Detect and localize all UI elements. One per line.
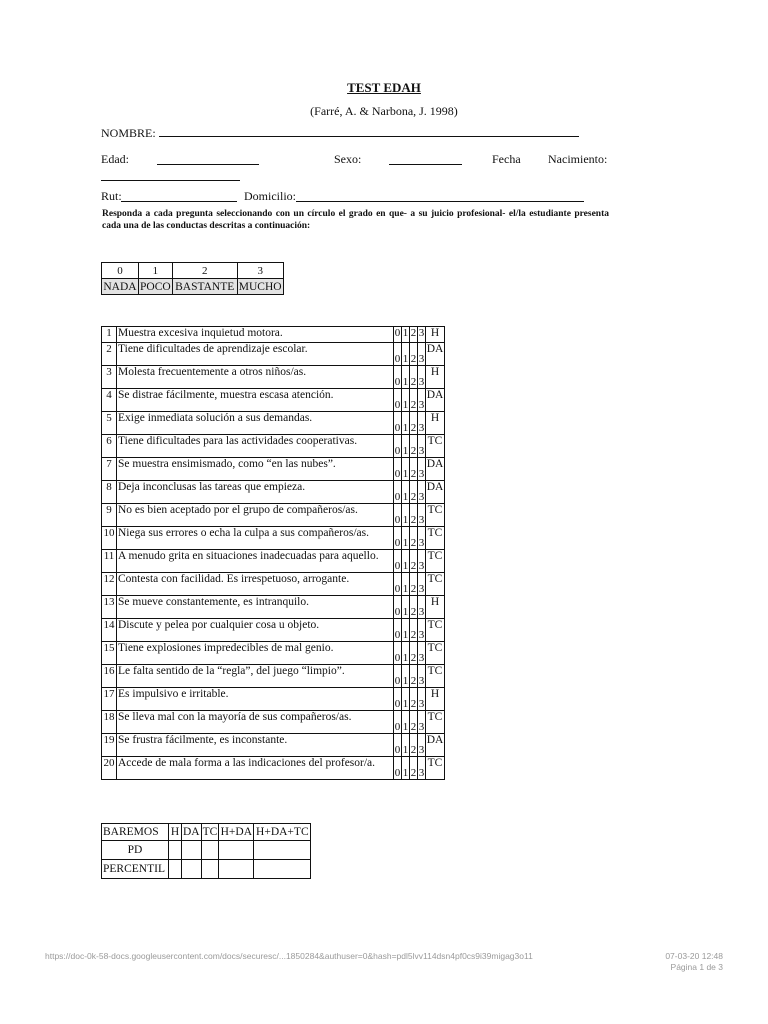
item-number: 17 <box>102 688 117 711</box>
item-text: Se mueve constantemente, es intranquilo. <box>117 596 394 619</box>
item-category: TC <box>426 573 445 596</box>
baremos-cell[interactable] <box>169 860 182 879</box>
baremos-header-cell: TC <box>201 824 219 841</box>
scale-value: 0 <box>102 263 139 279</box>
item-number: 6 <box>102 435 117 458</box>
rating-option-1[interactable]: 1 <box>402 504 410 527</box>
rating-option-1[interactable]: 1 <box>402 688 410 711</box>
rating-option-0[interactable]: 0 <box>394 527 402 550</box>
rating-option-2[interactable]: 2 <box>410 435 418 458</box>
rating-option-2[interactable]: 2 <box>410 550 418 573</box>
item-category: TC <box>426 619 445 642</box>
nacimiento-label: Nacimiento: <box>548 152 608 166</box>
item-number: 20 <box>102 757 117 780</box>
item-row <box>102 435 445 458</box>
rating-option-3[interactable]: 3 <box>418 596 426 619</box>
rating-option-3[interactable]: 3 <box>418 688 426 711</box>
rating-option-3[interactable]: 3 <box>418 711 426 734</box>
rating-option-3[interactable]: 3 <box>418 458 426 481</box>
item-number: 3 <box>102 366 117 389</box>
item-number: 12 <box>102 573 117 596</box>
rating-option-0[interactable]: 0 <box>394 327 402 343</box>
baremos-header-cell: H+DA+TC <box>254 824 311 841</box>
footer-page-number: Página 1 de 3 <box>670 962 723 972</box>
rating-option-1[interactable]: 1 <box>402 550 410 573</box>
scale-value: 3 <box>237 263 283 279</box>
baremos-percentil-row <box>102 860 311 879</box>
rating-option-2[interactable]: 2 <box>410 573 418 596</box>
scale-label: POCO <box>140 280 171 293</box>
item-row <box>102 619 445 642</box>
rating-option-0[interactable]: 0 <box>394 573 402 596</box>
rating-option-0[interactable]: 0 <box>394 665 402 688</box>
baremos-header-cell: H+DA <box>219 824 254 841</box>
item-category: H <box>426 327 445 343</box>
item-row <box>102 527 445 550</box>
baremos-cell[interactable] <box>182 841 202 860</box>
fecha-label: Fecha <box>492 152 521 166</box>
rating-option-0[interactable]: 0 <box>394 458 402 481</box>
rating-option-1[interactable]: 1 <box>402 366 410 389</box>
sexo-label: Sexo: <box>334 152 362 166</box>
document-title: TEST EDAH <box>347 80 421 95</box>
item-row <box>102 665 445 688</box>
item-row <box>102 458 445 481</box>
instructions-text: Responda a cada pregunta seleccionando con un círculo el grado en que- a su juicio profesional- el/la estudiante presenta cada una de las conductas descritas a continuación: <box>102 209 609 231</box>
rating-option-0[interactable]: 0 <box>394 504 402 527</box>
item-number: 15 <box>102 642 117 665</box>
rating-option-2[interactable]: 2 <box>410 366 418 389</box>
rating-option-1[interactable]: 1 <box>402 665 410 688</box>
rating-option-1[interactable]: 1 <box>402 711 410 734</box>
item-number: 9 <box>102 504 117 527</box>
rating-option-3[interactable]: 3 <box>418 343 426 366</box>
baremos-cell[interactable] <box>219 860 254 879</box>
item-number: 19 <box>102 734 117 757</box>
item-category: TC <box>426 527 445 550</box>
baremos-row-label: PERCENTIL <box>102 860 169 879</box>
item-category: H <box>426 412 445 435</box>
item-category: TC <box>426 642 445 665</box>
questionnaire-table <box>101 326 445 780</box>
rating-option-0[interactable]: 0 <box>394 343 402 366</box>
item-number: 11 <box>102 550 117 573</box>
item-number: 1 <box>102 327 117 343</box>
item-row <box>102 327 445 343</box>
rating-option-2[interactable]: 2 <box>410 642 418 665</box>
baremos-cell[interactable] <box>254 841 311 860</box>
rating-option-2[interactable]: 2 <box>410 619 418 642</box>
item-number: 14 <box>102 619 117 642</box>
item-text: Tiene dificultades de aprendizaje escolar. <box>117 343 394 366</box>
rating-option-2[interactable]: 2 <box>410 665 418 688</box>
item-row <box>102 711 445 734</box>
item-category: H <box>426 688 445 711</box>
baremos-cell[interactable] <box>254 860 311 879</box>
baremos-cell[interactable] <box>219 841 254 860</box>
baremos-row-label: PD <box>102 841 169 860</box>
rating-option-2[interactable]: 2 <box>410 389 418 412</box>
rating-option-1[interactable]: 1 <box>402 389 410 412</box>
rut-label: Rut: <box>101 189 122 203</box>
rating-option-1[interactable]: 1 <box>402 327 410 343</box>
rating-option-0[interactable]: 0 <box>394 734 402 757</box>
sexo-line <box>389 153 462 165</box>
item-number: 2 <box>102 343 117 366</box>
baremos-header-cell: H <box>169 824 182 841</box>
item-row <box>102 688 445 711</box>
rating-option-1[interactable]: 1 <box>402 757 410 780</box>
rating-option-1[interactable]: 1 <box>402 527 410 550</box>
item-text: Discute y pelea por cualquier cosa u objeto. <box>117 619 394 642</box>
edad-label: Edad: <box>101 152 129 166</box>
item-row <box>102 573 445 596</box>
rating-option-2[interactable]: 2 <box>410 596 418 619</box>
rating-option-2[interactable]: 2 <box>410 327 418 343</box>
item-number: 16 <box>102 665 117 688</box>
rating-option-1[interactable]: 1 <box>402 435 410 458</box>
baremos-cell[interactable] <box>201 841 219 860</box>
scale-label: NADA <box>103 280 137 293</box>
item-text: Es impulsivo e irritable. <box>117 688 394 711</box>
rating-option-3[interactable]: 3 <box>418 527 426 550</box>
rating-option-2[interactable]: 2 <box>410 458 418 481</box>
nombre-field <box>101 125 579 141</box>
item-text: Contesta con facilidad. Es irrespetuoso, arrogante. <box>117 573 394 596</box>
rating-option-3[interactable]: 3 <box>418 327 426 343</box>
item-category: TC <box>426 550 445 573</box>
item-number: 4 <box>102 389 117 412</box>
rating-option-3[interactable]: 3 <box>418 665 426 688</box>
item-row <box>102 366 445 389</box>
item-number: 13 <box>102 596 117 619</box>
rating-option-1[interactable]: 1 <box>402 734 410 757</box>
footer-url: https://doc-0k-58-docs.googleusercontent.com/docs/securesc/...1850284&authuser=0&hash=pdl5lvv114dsn4pf0cs9i39migag3o11 <box>45 951 533 961</box>
rating-option-0[interactable]: 0 <box>394 435 402 458</box>
item-row <box>102 481 445 504</box>
item-category: DA <box>426 458 445 481</box>
item-text: No es bien aceptado por el grupo de compañeros/as. <box>117 504 394 527</box>
item-row <box>102 412 445 435</box>
rating-option-1[interactable]: 1 <box>402 458 410 481</box>
baremos-table <box>101 823 311 879</box>
rating-option-0[interactable]: 0 <box>394 366 402 389</box>
rating-scale-table <box>101 262 284 295</box>
rating-option-1[interactable]: 1 <box>402 412 410 435</box>
rating-option-0[interactable]: 0 <box>394 757 402 780</box>
domicilio-line <box>296 190 584 202</box>
scale-labels-row <box>102 279 284 295</box>
item-text: Accede de mala forma a las indicaciones del profesor/a. <box>117 757 394 780</box>
rut-line <box>121 190 237 202</box>
item-number: 7 <box>102 458 117 481</box>
nacimiento-line <box>101 169 240 181</box>
rating-option-0[interactable]: 0 <box>394 711 402 734</box>
rating-option-0[interactable]: 0 <box>394 642 402 665</box>
rating-option-0[interactable]: 0 <box>394 596 402 619</box>
baremos-pd-row <box>102 841 311 860</box>
rating-option-0[interactable]: 0 <box>394 688 402 711</box>
item-category: H <box>426 366 445 389</box>
rating-option-3[interactable]: 3 <box>418 435 426 458</box>
rating-option-2[interactable]: 2 <box>410 688 418 711</box>
rating-option-3[interactable]: 3 <box>418 734 426 757</box>
item-row <box>102 596 445 619</box>
item-text: Tiene dificultades para las actividades cooperativas. <box>117 435 394 458</box>
baremos-cell[interactable] <box>169 841 182 860</box>
rating-option-2[interactable]: 2 <box>410 527 418 550</box>
item-row <box>102 389 445 412</box>
scale-label: BASTANTE <box>172 279 237 295</box>
item-category: TC <box>426 665 445 688</box>
item-number: 10 <box>102 527 117 550</box>
item-row <box>102 504 445 527</box>
item-row <box>102 757 445 780</box>
item-text: Exige inmediata solución a sus demandas. <box>117 412 394 435</box>
item-text: Deja inconclusas las tareas que empieza. <box>117 481 394 504</box>
rating-option-0[interactable]: 0 <box>394 550 402 573</box>
rating-option-1[interactable]: 1 <box>402 343 410 366</box>
item-text: Niega sus errores o echa la culpa a sus compañeros/as. <box>117 527 394 550</box>
item-text: Le falta sentido de la “regla”, del juego “limpio”. <box>117 665 394 688</box>
item-number: 5 <box>102 412 117 435</box>
item-text: Se muestra ensimismado, como “en las nubes”. <box>117 458 394 481</box>
item-category: H <box>426 596 445 619</box>
baremos-cell[interactable] <box>201 860 219 879</box>
item-category: TC <box>426 711 445 734</box>
baremos-header-row <box>102 824 311 841</box>
item-text: Se distrae fácilmente, muestra escasa atención. <box>117 389 394 412</box>
item-category: TC <box>426 435 445 458</box>
rating-option-3[interactable]: 3 <box>418 619 426 642</box>
scale-label: MUCHO <box>238 280 282 293</box>
footer-datetime: 07-03-20 12:48 <box>665 951 723 961</box>
item-category: TC <box>426 504 445 527</box>
item-text: Se frustra fácilmente, es inconstante. <box>117 734 394 757</box>
scale-values-row <box>102 263 284 279</box>
nombre-line <box>159 125 579 137</box>
rating-option-1[interactable]: 1 <box>402 619 410 642</box>
domicilio-label: Domicilio: <box>244 189 296 203</box>
edad-line <box>157 153 259 165</box>
rating-option-3[interactable]: 3 <box>418 757 426 780</box>
rating-option-2[interactable]: 2 <box>410 412 418 435</box>
rating-option-2[interactable]: 2 <box>410 711 418 734</box>
item-text: Muestra excesiva inquietud motora. <box>117 327 394 343</box>
rating-option-0[interactable]: 0 <box>394 619 402 642</box>
item-row <box>102 642 445 665</box>
rating-option-1[interactable]: 1 <box>402 642 410 665</box>
rating-option-3[interactable]: 3 <box>418 389 426 412</box>
item-category: DA <box>426 389 445 412</box>
rating-option-2[interactable]: 2 <box>410 734 418 757</box>
baremos-cell[interactable] <box>182 860 202 879</box>
scale-value: 1 <box>139 263 173 279</box>
nombre-label: NOMBRE: <box>101 126 156 140</box>
item-row <box>102 343 445 366</box>
rating-option-2[interactable]: 2 <box>410 757 418 780</box>
rating-option-3[interactable]: 3 <box>418 481 426 504</box>
baremos-header-cell: BAREMOS <box>102 824 169 841</box>
item-text: Tiene explosiones impredecibles de mal genio. <box>117 642 394 665</box>
item-row <box>102 550 445 573</box>
rating-option-0[interactable]: 0 <box>394 389 402 412</box>
rating-option-2[interactable]: 2 <box>410 504 418 527</box>
rating-option-1[interactable]: 1 <box>402 596 410 619</box>
rating-option-2[interactable]: 2 <box>410 481 418 504</box>
rating-option-1[interactable]: 1 <box>402 573 410 596</box>
rating-option-2[interactable]: 2 <box>410 343 418 366</box>
item-category: DA <box>426 481 445 504</box>
rating-option-0[interactable]: 0 <box>394 481 402 504</box>
rating-option-0[interactable]: 0 <box>394 412 402 435</box>
item-category: TC <box>426 757 445 780</box>
document-subtitle: (Farré, A. & Narbona, J. 1998) <box>310 104 458 118</box>
item-number: 18 <box>102 711 117 734</box>
item-text: Se lleva mal con la mayoría de sus compañeros/as. <box>117 711 394 734</box>
item-text: Molesta frecuentemente a otros niños/as. <box>117 366 394 389</box>
item-number: 8 <box>102 481 117 504</box>
item-row <box>102 734 445 757</box>
rating-option-3[interactable]: 3 <box>418 573 426 596</box>
rating-option-3[interactable]: 3 <box>418 412 426 435</box>
item-text: A menudo grita en situaciones inadecuadas para aquello. <box>117 550 394 573</box>
rating-option-1[interactable]: 1 <box>402 481 410 504</box>
baremos-header-cell: DA <box>182 824 202 841</box>
rating-option-3[interactable]: 3 <box>418 642 426 665</box>
rating-option-3[interactable]: 3 <box>418 550 426 573</box>
rating-option-3[interactable]: 3 <box>418 366 426 389</box>
item-category: DA <box>426 734 445 757</box>
scale-value: 2 <box>172 263 237 279</box>
rating-option-3[interactable]: 3 <box>418 504 426 527</box>
item-category: DA <box>426 343 445 366</box>
